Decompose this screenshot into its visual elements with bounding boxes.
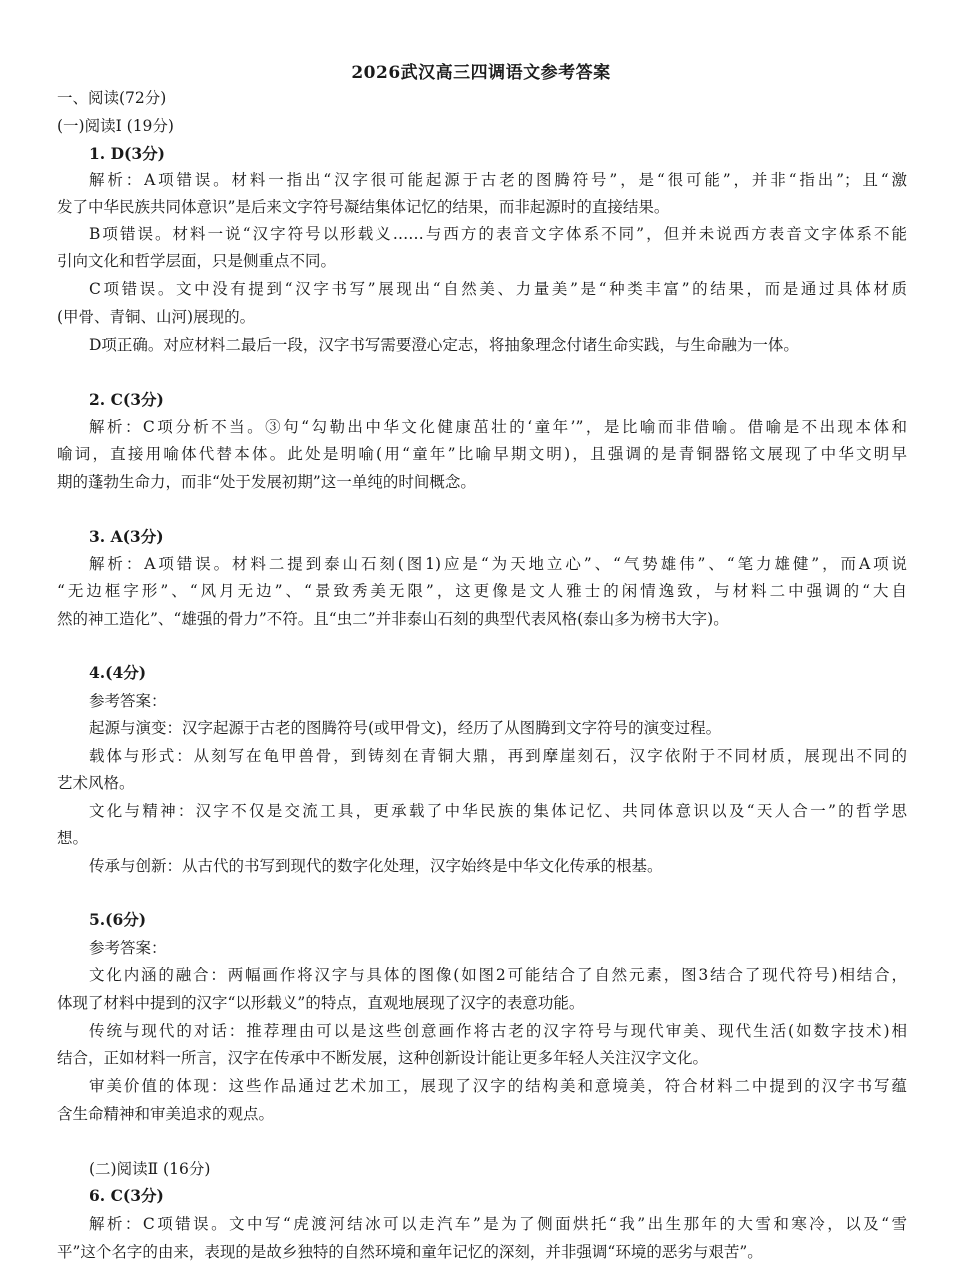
question-5-line: 含生命精神和审美追求的观点。 [57,1105,275,1123]
question-4-line: 想。 [57,829,89,847]
question-2-line: 喻词，直接用喻体代替本体。此处是明喻(用“童年”比喻早期文明)，且强调的是青铜器铭文展现了中华文明早 [57,445,907,463]
reference-answer-label: 参考答案： [89,939,167,957]
question-1-line: B项错误。材料一说“汉字符号以形载义……与西方的表音文字体系不同”，但并未说西方表音文字体系不能 [89,225,907,243]
question-3-heading: 3. A(3分) [89,527,164,546]
question-5-line: 结合，正如材料一所言，汉字在传承中不断发展，这种创新设计能让更多年轻人关注汉字文化。 [57,1049,709,1067]
question-5-line: 传统与现代的对话：推荐理由可以是这些创意画作将古老的汉字符号与现代审美、现代生活(如数字技术)相 [89,1022,907,1040]
question-2-line: 期的蓬勃生命力，而非“处于发展初期”这一单纯的时间概念。 [57,473,476,491]
question-1-line: 解析：A项错误。材料一指出“汉字很可能起源于古老的图腾符号”，是“很可能”，并非“指出”；且“激 [89,171,907,189]
question-3-line: 然的神工造化”、“雄强的骨力”不符。且“虫二”并非泰山石刻的典型代表风格(泰山多为榜书大字)。 [57,610,729,628]
question-3-line: “无边框字形”、“风月无边”、“景致秀美无限”，这更像是文人雅士的闲情逸致，与材料二中强调的“大自 [57,582,907,600]
question-5-heading: 5.(6分) [89,910,147,929]
reference-answer-label: 参考答案： [89,692,167,710]
question-2-heading: 2. C(3分) [89,390,164,409]
section-heading-reading: 一、阅读(72分) [57,89,167,107]
question-1-line: 发了中华民族共同体意识”是后来文字符号凝结集体记忆的结果，而非起源时的直接结果。 [57,198,670,216]
question-1-line: (甲骨、青铜、山河)展现的。 [57,308,256,326]
question-4-line: 起源与演变：汉字起源于古老的图腾符号(或甲骨文)，经历了从图腾到文字符号的演变过程。 [89,719,722,737]
question-4-line: 传承与创新：从古代的书写到现代的数字化处理，汉字始终是中华文化传承的根基。 [89,857,663,875]
question-1-line: D项正确。对应材料二最后一段，汉字书写需要澄心定志，将抽象理念付诸生命实践，与生命融为一体。 [89,336,799,354]
question-1-line: 引向文化和哲学层面，只是侧重点不同。 [57,252,337,270]
page-title: 2026武汉高三四调语文参考答案 [351,63,611,83]
subsection-heading-reading-1: (一)阅读Ⅰ (19分) [57,117,174,135]
question-1-line: C项错误。文中没有提到“汉字书写”展现出“自然美、力量美”是“种类丰富”的结果，而是通过具体材质 [89,280,907,298]
question-6-line: 平”这个名字的由来，表现的是故乡独特的自然环境和童年记忆的深刻，并非强调“环境的恶劣与艰苦”。 [57,1243,763,1261]
question-1-heading: 1. D(3分) [89,144,165,163]
question-6-heading: 6. C(3分) [89,1186,164,1205]
question-6-line: 解析：C项错误。文中写“虎渡河结冰可以走汽车”是为了侧面烘托“我”出生那年的大雪和寒冷，以及“雪 [89,1215,907,1233]
question-5-line: 审美价值的体现：这些作品通过艺术加工，展现了汉字的结构美和意境美，符合材料二中提到的汉字书写蕴 [89,1077,907,1095]
subsection-heading-reading-2: (二)阅读Ⅱ (16分) [89,1160,211,1178]
question-2-line: 解析：C项分析不当。③句“勾勒出中华文化健康茁壮的‘童年’”，是比喻而非借喻。借喻是不出现本体和 [89,418,907,436]
question-5-line: 体现了材料中提到的汉字“以形载义”的特点，直观地展现了汉字的表意功能。 [57,994,585,1012]
question-4-line: 载体与形式：从刻写在龟甲兽骨，到铸刻在青铜大鼎，再到摩崖刻石，汉字依附于不同材质，展现出不同的 [89,747,907,765]
question-4-heading: 4.(4分) [89,663,147,682]
question-4-line: 艺术风格。 [57,774,135,792]
question-3-line: 解析：A项错误。材料二提到泰山石刻(图1)应是“为天地立心”、“气势雄伟”、“笔力雄健”，而A项说 [89,555,907,573]
question-5-line: 文化内涵的融合：两幅画作将汉字与具体的图像(如图2可能结合了自然元素，图3结合了现代符号)相结合， [89,966,907,984]
question-4-line: 文化与精神：汉字不仅是交流工具，更承载了中华民族的集体记忆、共同体意识以及“天人合一”的哲学思 [89,802,907,820]
